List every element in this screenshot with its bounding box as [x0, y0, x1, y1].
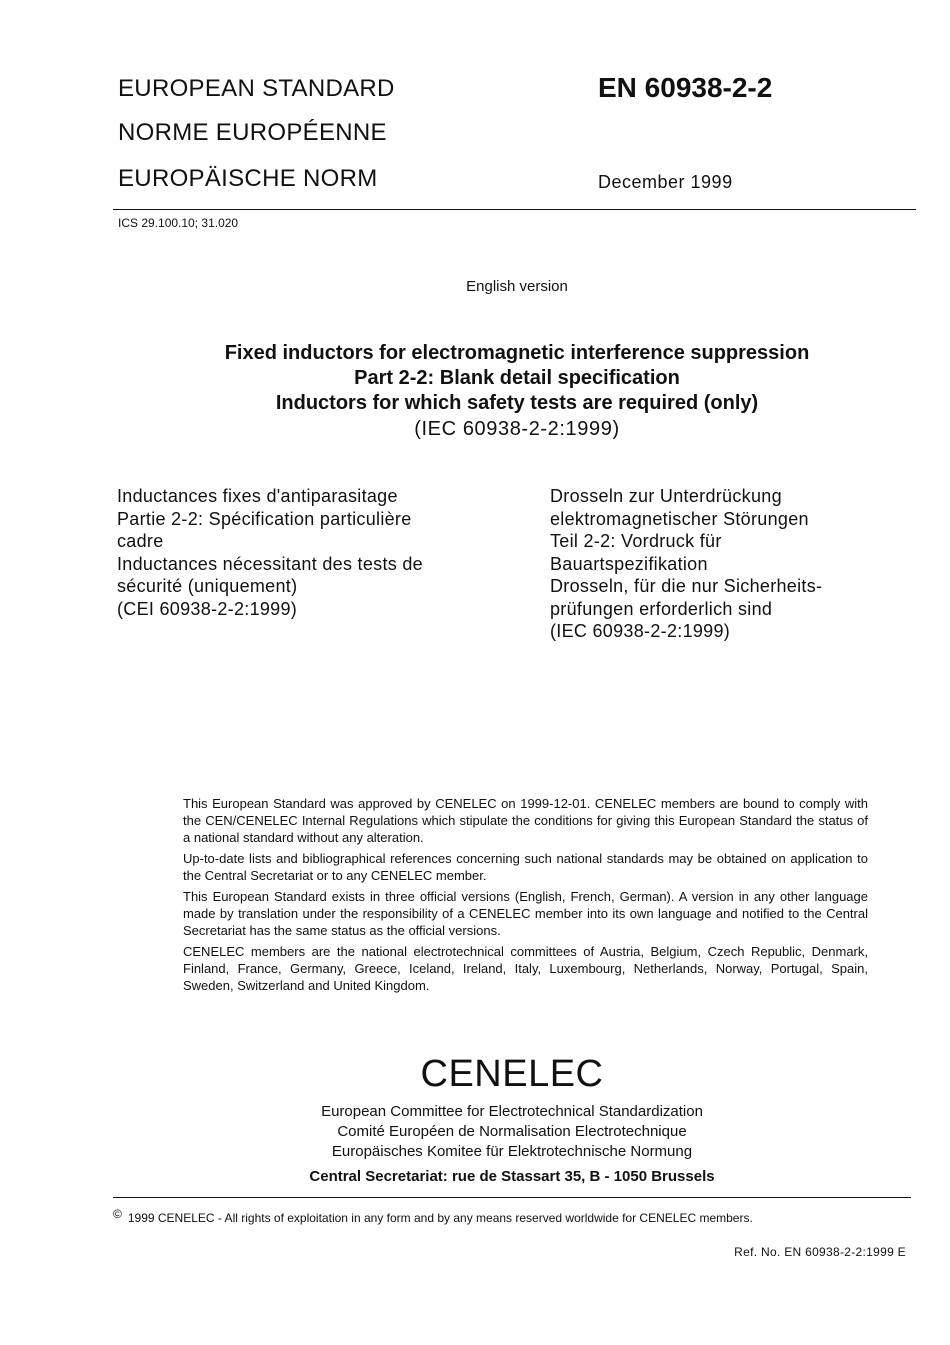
heading-en: EUROPEAN STANDARD: [118, 75, 395, 102]
note-paragraph: This European Standard was approved by CENELEC on 1999-12-01. CENELEC members are bound to comply with the CEN/CENELEC Internal Regulations which stipulate the conditions for giving this European Standard the status of a national standard without any alteration.: [183, 796, 868, 845]
french-title: [117, 485, 477, 620]
french-line: Inductances nécessitant des tests de: [117, 553, 423, 574]
german-line: elektromagnetischer Störungen: [550, 508, 809, 529]
title-line-2: Part 2-2: Blank detail specification: [354, 367, 680, 389]
french-line: (CEI 60938-2-2:1999): [117, 598, 298, 619]
publication-date: December 1999: [598, 172, 733, 192]
copyright-icon: ©: [113, 1207, 122, 1221]
org-name-en: European Committee for Electrotechnical Standardization: [321, 1103, 703, 1120]
german-line: Drosseln zur Unterdrückung: [550, 486, 782, 506]
ics-code: ICS 29.100.10; 31.020: [118, 216, 239, 230]
title-line-1: Fixed inductors for electromagnetic interference suppression: [224, 342, 810, 364]
german-line: (IEC 60938-2-2:1999): [550, 621, 731, 641]
org-name-fr: Comité Européen de Normalisation Electrotechnique: [337, 1123, 687, 1140]
copyright-notice: [113, 1207, 753, 1225]
document-title: [0, 341, 950, 443]
header-divider: [113, 209, 916, 210]
french-line: cadre: [117, 531, 164, 551]
german-line: prüfungen erforderlich sind: [550, 598, 773, 619]
version-label: English version: [466, 278, 568, 295]
title-line-3: Inductors for which safety tests are required (only): [275, 392, 759, 414]
french-line: Partie 2-2: Spécification particulière: [117, 508, 412, 529]
footer-divider: [113, 1197, 911, 1198]
german-line: Teil 2-2: Vordruck für: [550, 531, 722, 551]
org-name-de: Europäisches Komitee für Elektrotechnische Normung: [331, 1143, 693, 1160]
copyright-text: 1999 CENELEC - All rights of exploitation in any form and by any means reserved worldwide for CENELEC members.: [127, 1211, 753, 1225]
note-paragraph: CENELEC members are the national electrotechnical committees of Austria, Belgium, Czech Republic, Denmark, Finland, France, Germany, Greece, Iceland, Ireland, Italy, Luxembourg, Netherlands, Norway, Portugal, Spain, Sweden, Switzerland and United Kingdom.: [183, 944, 868, 993]
french-line: sécurité (uniquement): [117, 576, 298, 596]
note-paragraph: This European Standard exists in three official versions (English, French, German). A version in any other language made by translation under the responsibility of a CENELEC member into its own language and notified to the Central Secretariat has the same status as the official versions.: [183, 889, 868, 938]
standard-number: EN 60938-2-2: [598, 72, 773, 103]
german-line: Drosseln, für die nur Sicherheits-: [550, 576, 823, 596]
approval-notes: [183, 795, 868, 998]
reference-number: Ref. No. EN 60938-2-2:1999 E: [734, 1245, 906, 1259]
heading-fr: NORME EUROPÉENNE: [118, 119, 387, 146]
secretariat-address: Central Secretariat: rue de Stassart 35, B - 1050 Brussels: [309, 1168, 715, 1185]
german-line: Bauartspezifikation: [550, 553, 708, 574]
organization-names: [0, 1102, 950, 1162]
french-line: Inductances fixes d'antiparasitage: [117, 486, 398, 506]
heading-de: EUROPÄISCHE NORM: [118, 165, 378, 192]
organization-logo-text: CENELEC: [420, 1053, 604, 1095]
note-paragraph: Up-to-date lists and bibliographical references concerning such national standards may be obtained on application to the Central Secretariat or to any CENELEC member.: [183, 851, 868, 883]
title-reference: (IEC 60938-2-2:1999): [414, 418, 620, 440]
german-title: [550, 485, 890, 643]
